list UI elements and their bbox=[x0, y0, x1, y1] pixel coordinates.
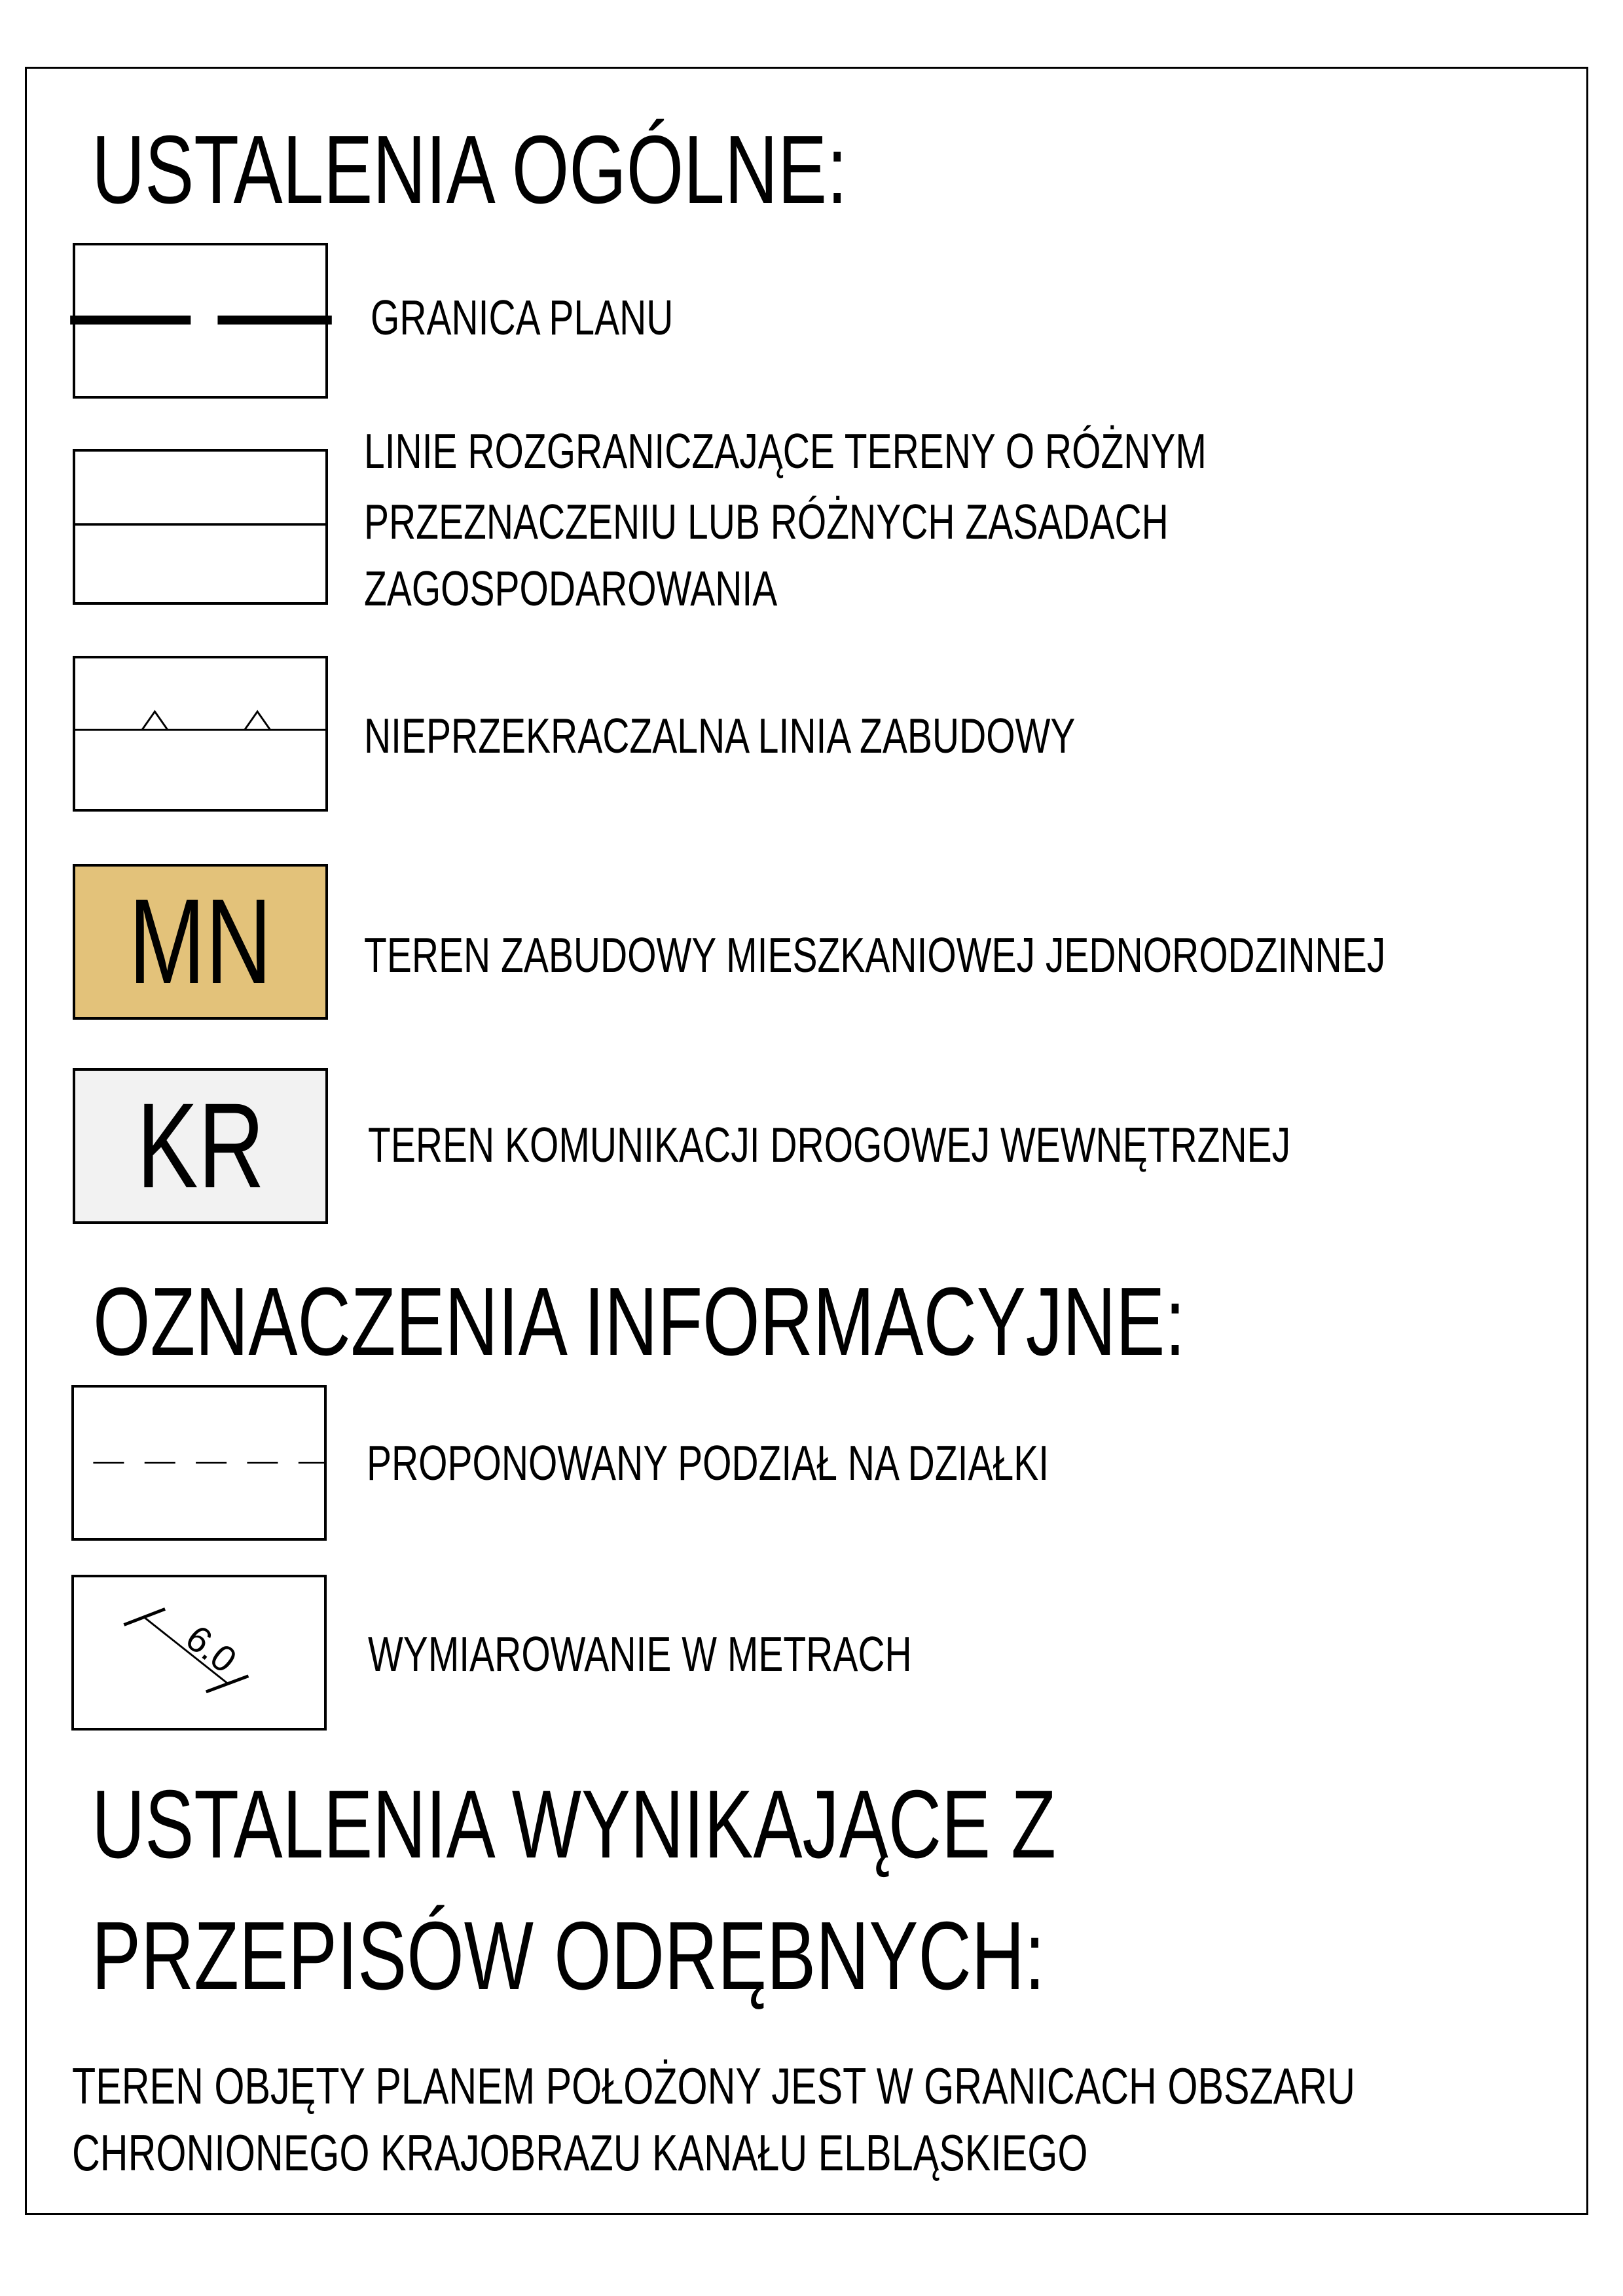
mn-symbol-code: MN bbox=[128, 874, 272, 1009]
plan-boundary-symbol bbox=[73, 243, 328, 399]
mn-zone-swatch bbox=[73, 864, 328, 1020]
legend-label-proposed-division: PROPONOWANY PODZIAŁ NA DZIAŁKI bbox=[367, 1435, 1049, 1490]
legend-label-dimension: WYMIAROWANIE W METRACH bbox=[368, 1626, 912, 1681]
kr-zone-swatch bbox=[73, 1068, 328, 1224]
demarcation-line-symbol bbox=[73, 449, 328, 605]
section-heading-regulations-2: PRZEPISÓW ODRĘBNYCH: bbox=[92, 1902, 1046, 2010]
proposed-division-symbol bbox=[71, 1385, 327, 1541]
building-line-symbol bbox=[73, 656, 328, 812]
kr-symbol-code: KR bbox=[136, 1078, 264, 1213]
section-heading-regulations-1: USTALENIA WYNIKAJĄCE Z bbox=[92, 1770, 1056, 1878]
legend-label-plan-boundary: GRANICA PLANU bbox=[371, 290, 674, 345]
legend-label-building-line: NIEPRZEKRACZALNA LINIA ZABUDOWY bbox=[364, 708, 1076, 763]
regulation-note-1: TEREN OBJĘTY PLANEM POŁOŻONY JEST W GRANICACH OBSZARU bbox=[72, 2057, 1355, 2115]
legend-label-mn: TEREN ZABUDOWY MIESZKANIOWEJ JEDNORODZINNEJ bbox=[364, 927, 1386, 982]
legend-label-demarcation-1: LINIE ROZGRANICZAJĄCE TERENY O RÓŻNYM bbox=[364, 423, 1207, 478]
dimension-symbol bbox=[71, 1575, 327, 1731]
legend-label-demarcation-3: ZAGOSPODAROWANIA bbox=[364, 561, 778, 616]
legend-label-kr: TEREN KOMUNIKACJI DROGOWEJ WEWNĘTRZNEJ bbox=[368, 1117, 1291, 1172]
legend-label-demarcation-2: PRZEZNACZENIU LUB RÓŻNYCH ZASADACH bbox=[364, 494, 1169, 549]
dimension-value: 6.0 bbox=[178, 1617, 245, 1681]
section-heading-info: OZNACZENIA INFORMACYJNE: bbox=[93, 1268, 1186, 1376]
section-heading-general: USTALENIA OGÓLNE: bbox=[92, 116, 848, 224]
regulation-note-2: CHRONIONEGO KRAJOBRAZU KANAŁU ELBLĄSKIEGO bbox=[72, 2124, 1088, 2181]
